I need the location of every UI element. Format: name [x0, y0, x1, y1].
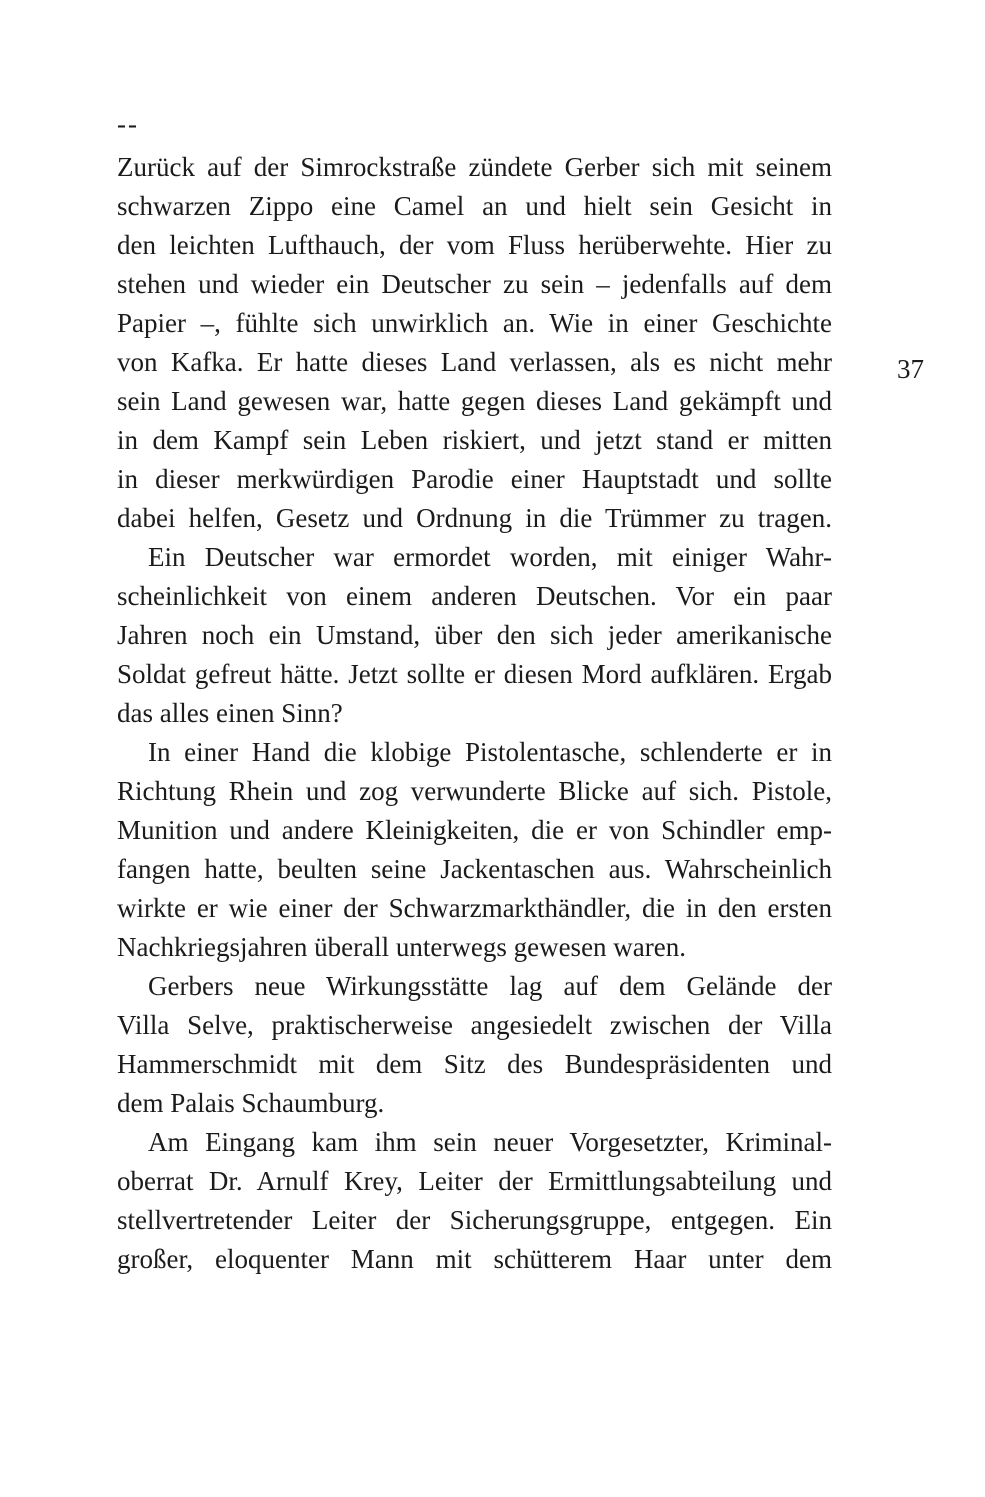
text-line: scheinlichkeit von einem anderen Deutschen. Vor ein paar [117, 581, 832, 611]
text-line: Richtung Rhein und zog verwunderte Blicke auf sich. Pistole, [117, 776, 832, 806]
text-line: großer, eloquenter Mann mit schütterem Haar unter dem [117, 1244, 832, 1274]
paragraph-4 [117, 967, 832, 1123]
page-number: 37 [897, 354, 924, 384]
text-line: schwarzen Zippo eine Camel an und hielt sein Gesicht in [117, 191, 832, 221]
text-line: dabei helfen, Gesetz und Ordnung in die Trümmer zu tragen. [117, 503, 832, 533]
text-line: Hammerschmidt mit dem Sitz des Bundespräsidenten und [117, 1049, 832, 1079]
body-text [117, 148, 832, 1279]
paragraph-2 [117, 538, 832, 733]
text-line: oberrat Dr. Arnulf Krey, Leiter der Ermittlungsabteilung und [117, 1166, 832, 1196]
section-break-marker: -- [117, 109, 139, 139]
text-line: Zurück auf der Simrockstraße zündete Gerber sich mit seinem [117, 152, 832, 182]
text-line: das alles einen Sinn? [117, 698, 343, 728]
paragraph-3 [117, 733, 832, 967]
text-line: in dieser merkwürdigen Parodie einer Hauptstadt und sollte [117, 464, 832, 494]
text-line: sein Land gewesen war, hatte gegen dieses Land gekämpft und [117, 386, 832, 416]
text-line: In einer Hand die klobige Pistolentasche, schlenderte er in [148, 737, 832, 767]
text-line: dem Palais Schaumburg. [117, 1088, 385, 1118]
text-line: Soldat gefreut hätte. Jetzt sollte er diesen Mord aufklären. Ergab [117, 659, 832, 689]
text-line: Jahren noch ein Umstand, über den sich jeder amerikanische [117, 620, 832, 650]
text-line: stehen und wieder ein Deutscher zu sein – jedenfalls auf dem [117, 269, 832, 299]
text-line: stellvertretender Leiter der Sicherungsgruppe, entgegen. Ein [117, 1205, 832, 1235]
paragraph-5 [117, 1123, 832, 1279]
text-line: Am Eingang kam ihm sein neuer Vorgesetzter, Kriminal- [148, 1127, 832, 1157]
text-line: Ein Deutscher war ermordet worden, mit einiger Wahr- [148, 542, 832, 572]
text-line: fangen hatte, beulten seine Jackentaschen aus. Wahrscheinlich [117, 854, 832, 884]
text-line: Nachkriegsjahren überall unterwegs gewesen waren. [117, 932, 687, 962]
text-line: wirkte er wie einer der Schwarzmarkthändler, die in den ersten [117, 893, 832, 923]
text-line: Papier –, fühlte sich unwirklich an. Wie in einer Geschichte [117, 308, 832, 338]
text-line: von Kafka. Er hatte dieses Land verlassen, als es nicht mehr [117, 347, 832, 377]
paragraph-1 [117, 148, 832, 538]
text-line: in dem Kampf sein Leben riskiert, und jetzt stand er mitten [117, 425, 832, 455]
text-line: Villa Selve, praktischerweise angesiedelt zwischen der Villa [117, 1010, 832, 1040]
text-line: den leichten Lufthauch, der vom Fluss herüberwehte. Hier zu [117, 230, 832, 260]
text-line: Munition und andere Kleinigkeiten, die er von Schindler emp- [117, 815, 832, 845]
text-line: Gerbers neue Wirkungsstätte lag auf dem Gelände der [148, 971, 832, 1001]
